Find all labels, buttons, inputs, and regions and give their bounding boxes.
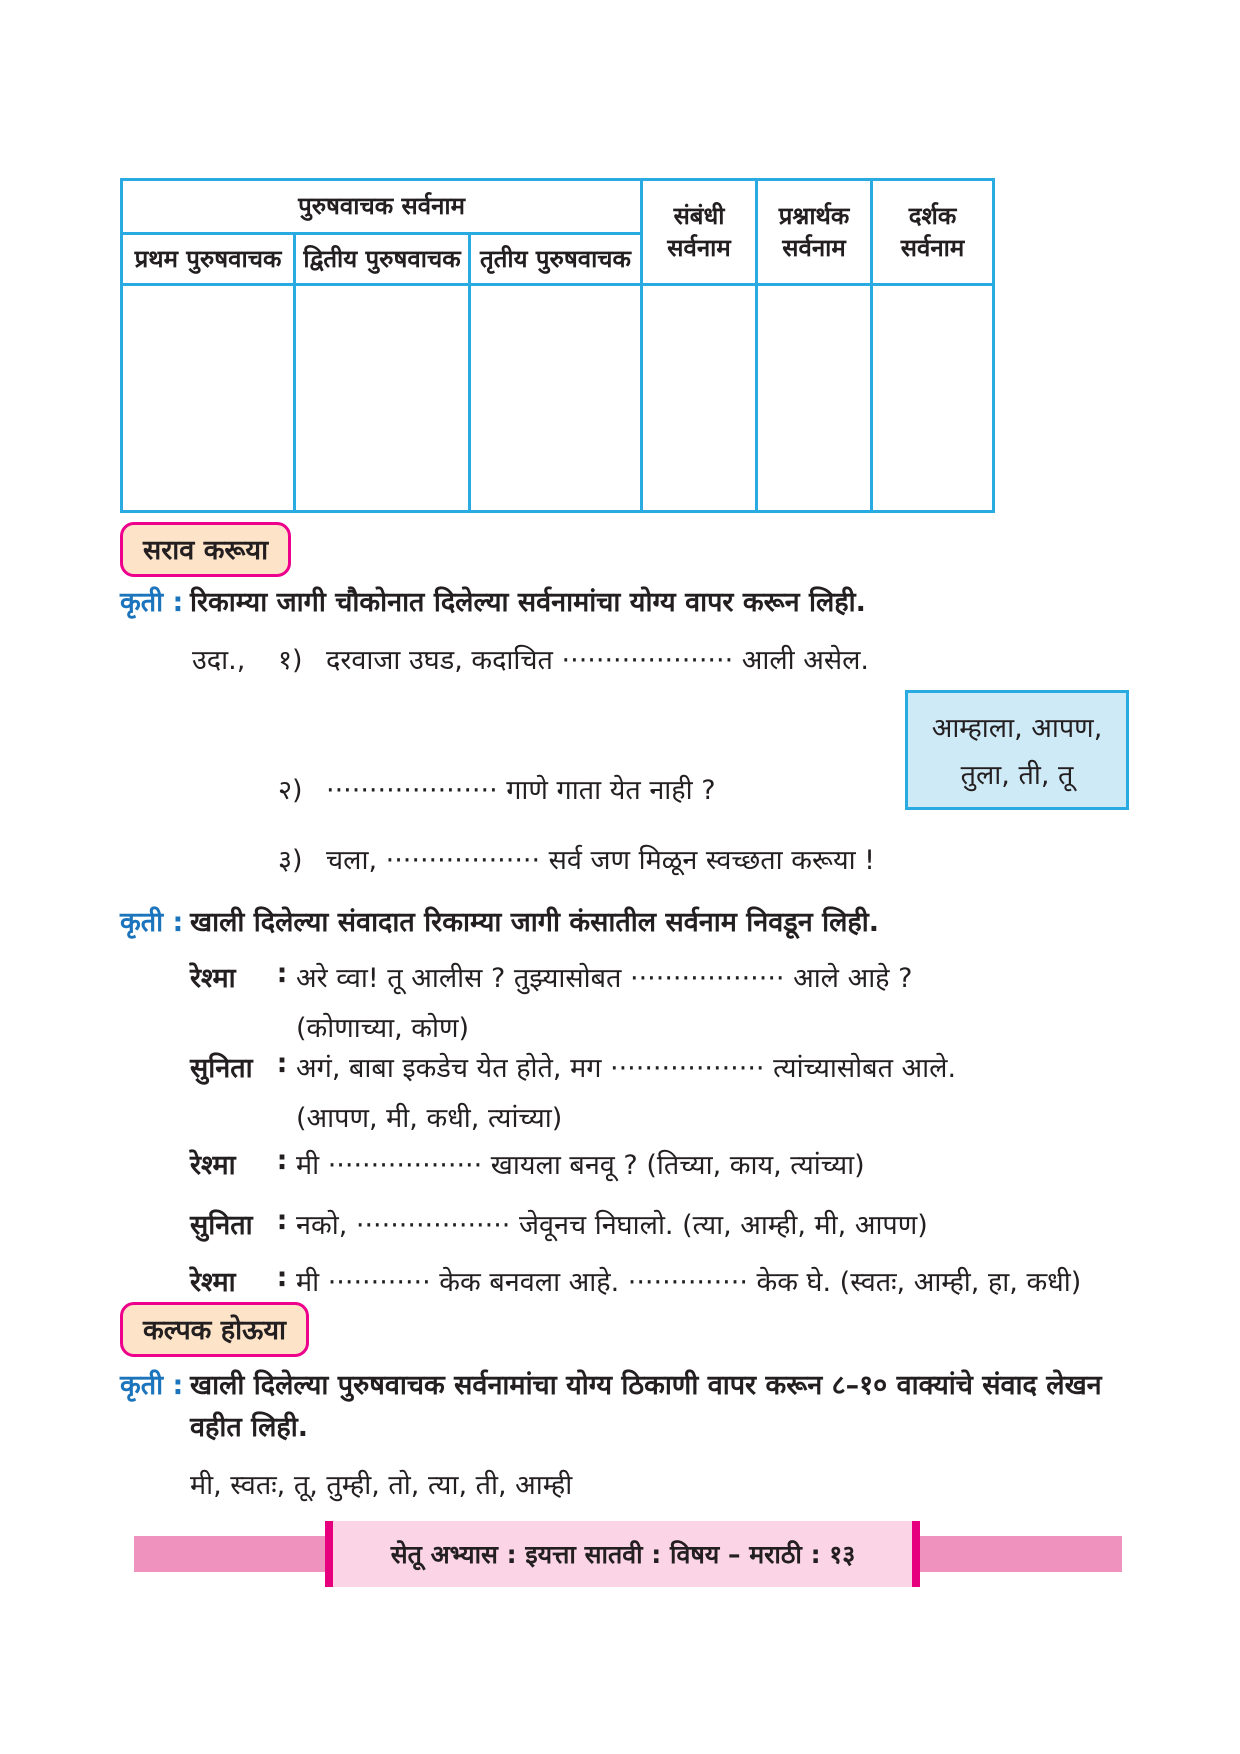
dialog-row <box>190 1048 1130 1085</box>
kruti-2-instruction: खाली दिलेल्या संवादात रिकाम्या जागी कंसातील सर्वनाम निवडून लिही. <box>190 907 879 938</box>
dialog-4-speaker: सुनिता <box>190 1210 253 1241</box>
dialog-colon: : <box>276 1145 288 1176</box>
table-header-sambandhi: संबंधी सर्वनाम <box>642 180 757 285</box>
footer-box <box>330 1521 916 1587</box>
dialog-3-text: मी ·················· खायला बनवू ? (तिच्या, काय, त्यांच्या) <box>296 1150 865 1181</box>
footer-right-strip <box>912 1521 920 1587</box>
practice-section-badge: सराव करूया <box>120 522 291 577</box>
pronoun-word-box <box>905 690 1129 810</box>
table-header-purushvachak: पुरुषवाचक सर्वनाम <box>122 180 642 234</box>
dialog-colon: : <box>276 1262 288 1293</box>
example-label: उदा., <box>192 645 246 676</box>
word-box-line-1: आम्हाला, आपण, <box>931 713 1103 744</box>
table-subheader-pratham: प्रथम पुरुषवाचक <box>122 234 295 285</box>
item-3-text: चला, ·················· सर्व जण मिळून स्वच्छता करूया ! <box>326 845 876 876</box>
kruti-2 <box>120 902 1080 944</box>
word-box-line-2: तुला, ती, तू <box>960 760 1074 791</box>
footer-left-bar <box>134 1536 334 1572</box>
table-subheader-trutiya: तृतीय पुरुषवाचक <box>470 234 642 285</box>
footer-left-strip <box>325 1521 333 1587</box>
item-2-text: ···················· गाणे गाता येत नाही ? <box>326 775 716 806</box>
dialog-row <box>190 1262 1140 1299</box>
footer-right-bar <box>912 1536 1122 1572</box>
example-item-2 <box>278 770 716 807</box>
table-header-prashnarthak: प्रश्नार्थक सर्वनाम <box>757 180 872 285</box>
item-2-number: २) <box>278 775 303 806</box>
kruti-3-label: कृती : <box>120 1370 184 1401</box>
dialog-row <box>190 958 1130 995</box>
kruti-2-label: कृती : <box>120 907 184 938</box>
creative-word-list: मी, स्वतः, तू, तुम्ही, तो, त्या, ती, आम्ही <box>190 1470 573 1501</box>
table-answer-cell[interactable] <box>872 285 994 512</box>
pronoun-table <box>120 178 995 513</box>
table-subheader-dwitiya: द्वितीय पुरुषवाचक <box>295 234 470 285</box>
dialog-4-text: नको, ·················· जेवूनच निघालो. (त्या, आम्ही, मी, आपण) <box>296 1210 928 1241</box>
dialog-colon: : <box>276 1205 288 1236</box>
dialog-1-text: अरे व्वा! तू आलीस ? तुझ्यासोबत ·················· आले आहे ? <box>296 963 913 994</box>
example-item-1 <box>192 640 869 677</box>
table-header-darshak: दर्शक सर्वनाम <box>872 180 994 285</box>
dialog-2-text: अगं, बाबा इकडेच येत होते, मग ·················· त्यांच्यासोबत आले. <box>296 1053 957 1084</box>
creative-section-badge: कल्पक होऊया <box>120 1302 309 1357</box>
table-answer-cell[interactable] <box>470 285 642 512</box>
dialog-5-text: मी ············ केक बनवला आहे. ·············· केक घे. (स्वतः, आम्ही, हा, कधी) <box>296 1267 1082 1298</box>
dialog-colon: : <box>276 958 288 989</box>
dialog-5-speaker: रेश्मा <box>190 1267 236 1298</box>
kruti-1 <box>120 582 1070 624</box>
dialog-3-speaker: रेश्मा <box>190 1150 236 1181</box>
dialog-2-speaker: सुनिता <box>190 1053 253 1084</box>
table-answer-cell[interactable] <box>122 285 295 512</box>
item-1-number: १) <box>278 645 303 676</box>
dialog-row <box>190 1145 1130 1182</box>
kruti-1-instruction: रिकाम्या जागी चौकोनात दिलेल्या सर्वनामांचा योग्य वापर करून लिही. <box>190 587 866 618</box>
dialog-colon: : <box>276 1048 288 1079</box>
footer-text: सेतू अभ्यास : इयत्ता सातवी : विषय – मराठी : १३ <box>390 1540 856 1569</box>
item-1-text: दरवाजा उघड, कदाचित ···················· आली असेल. <box>326 645 870 676</box>
dialog-1-speaker: रेश्मा <box>190 963 236 994</box>
table-answer-cell[interactable] <box>642 285 757 512</box>
dialog-2-options: (आपण, मी, कधी, त्यांच्या) <box>296 1103 563 1134</box>
kruti-3-instruction: खाली दिलेल्या पुरुषवाचक सर्वनामांचा योग्य ठिकाणी वापर करून ८–१० वाक्यांचे संवाद लेखन वहीत लिही. <box>190 1370 1102 1443</box>
dialog-1-options: (कोणाच्या, कोण) <box>296 1013 470 1044</box>
kruti-1-label: कृती : <box>120 587 184 618</box>
item-3-number: ३) <box>278 845 303 876</box>
example-item-3 <box>278 840 875 877</box>
dialog-row <box>190 1205 1130 1242</box>
table-answer-cell[interactable] <box>757 285 872 512</box>
kruti-3 <box>120 1365 1120 1449</box>
table-answer-cell[interactable] <box>295 285 470 512</box>
